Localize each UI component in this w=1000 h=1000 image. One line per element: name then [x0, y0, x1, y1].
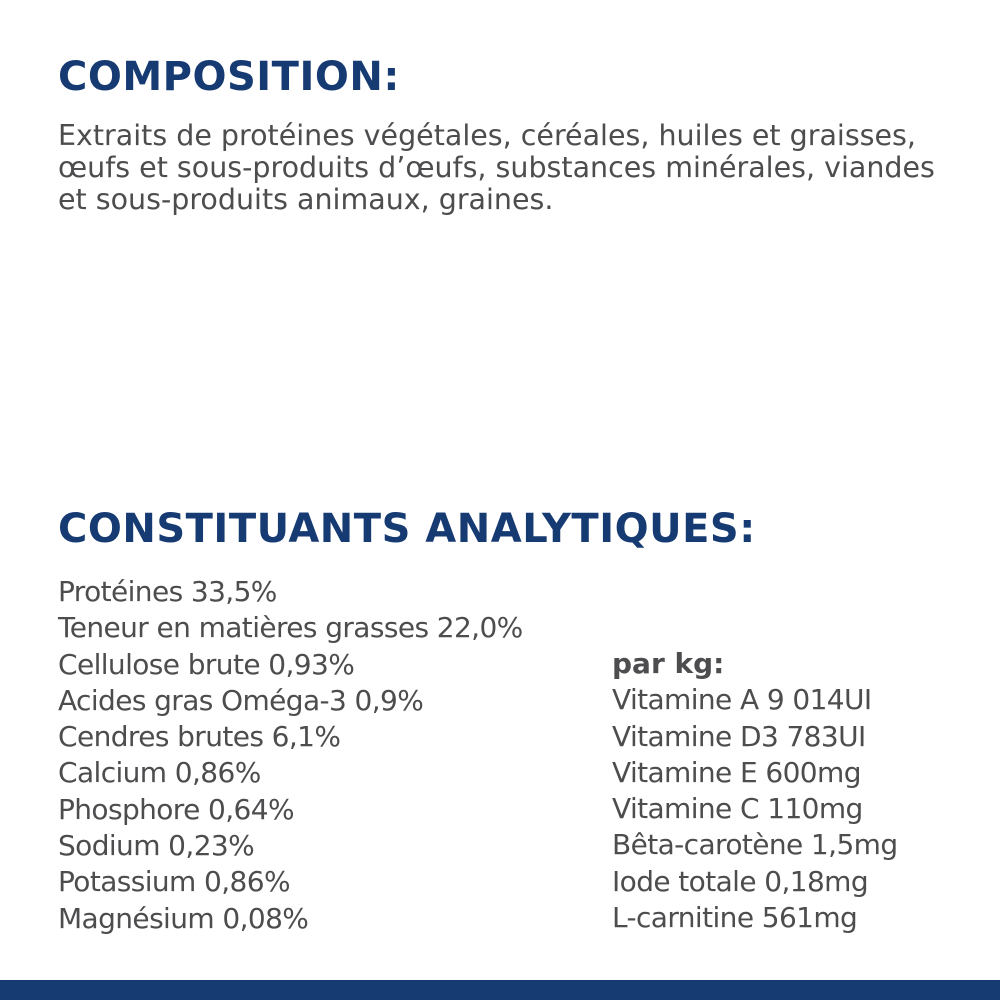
per-kg-item: Vitamine E 600mg	[612, 755, 861, 789]
constituent-item: Magnésium 0,08%	[58, 901, 309, 935]
composition-text: Extraits de protéines végétales, céréales, huiles et graisses, œufs et sous-produits d’œufs, substances minérales, viandes et sous-produits animaux, graines.	[58, 119, 935, 216]
per-kg-item: L-carnitine 561mg	[612, 901, 858, 935]
per-kg-item: Iode totale 0,18mg	[612, 864, 869, 898]
constituent-item: Phosphore 0,64%	[58, 792, 294, 826]
per-kg-list	[612, 646, 898, 936]
per-kg-item: Bêta-carotène 1,5mg	[612, 828, 898, 862]
constituent-item: Protéines 33,5%	[58, 575, 277, 608]
constituent-item: Sodium 0,23%	[58, 829, 255, 863]
per-kg-item: Vitamine A 9 014UI	[612, 683, 872, 717]
analytical-constituents-heading: CONSTITUANTS ANALYTIQUES:	[58, 506, 756, 552]
constituent-item: Potassium 0,86%	[58, 865, 290, 899]
per-kg-item: Vitamine C 110mg	[612, 792, 863, 826]
constituent-item: Acides gras Oméga-3 0,9%	[58, 683, 424, 717]
constituent-item: Cendres brutes 6,1%	[58, 720, 341, 754]
composition-heading: COMPOSITION:	[58, 54, 400, 100]
constituent-item: Cellulose brute 0,93%	[58, 647, 355, 681]
per-kg-item: Vitamine D3 783UI	[612, 719, 866, 753]
footer-bar	[0, 980, 1000, 1000]
constituent-item: Calcium 0,86%	[58, 756, 261, 790]
per-kg-title: par kg:	[612, 647, 725, 680]
constituent-item: Teneur en matières grasses 22,0%	[58, 611, 523, 645]
constituents-list	[58, 574, 523, 937]
